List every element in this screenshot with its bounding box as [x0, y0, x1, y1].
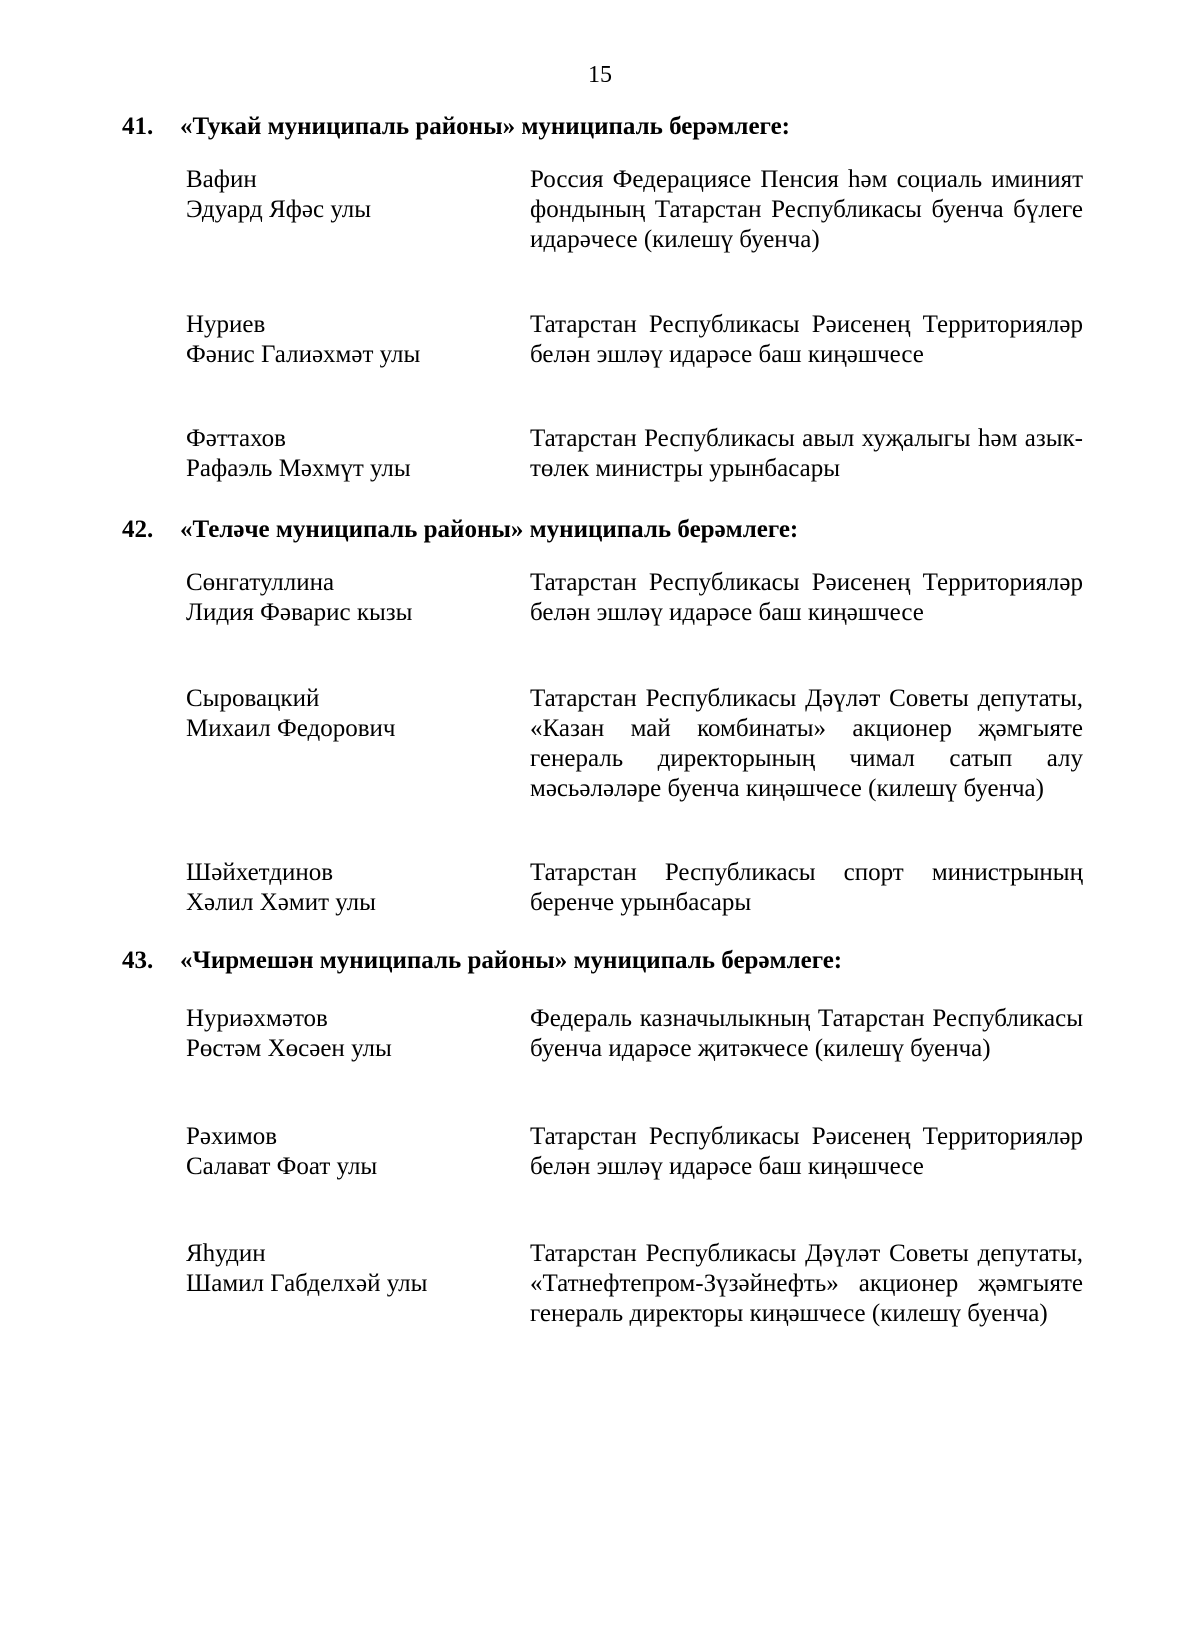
section-number: 43.: [122, 947, 154, 974]
member-name: Нуриев Фәнис Галиәхмәт улы: [186, 311, 421, 368]
member-position: Татарстан Республикасы спорт министрының беренче урынбасары: [530, 859, 1083, 916]
member-name: Фәттахов Рафаэль Мәхмүт улы: [186, 425, 411, 482]
member-position: Татарстан Республикасы Рәисенең Территорияләр белән эшләү идарәсе баш киңәшчесе: [530, 311, 1083, 368]
member-name: Вафин Эдуард Яфәс улы: [186, 166, 371, 223]
member-position: Татарстан Республикасы Рәисенең Территорияләр белән эшләү идарәсе баш киңәшчесе: [530, 569, 1083, 626]
member-name: Рәхимов Салават Фоат улы: [186, 1123, 378, 1180]
section-title: «Чирмешән муниципаль районы» муниципаль берәмлеге:: [180, 947, 843, 974]
page-number: 15: [588, 62, 612, 88]
member-position: Татарстан Республикасы Дәүләт Советы депутаты, «Казан май комбинаты» акционер җәмгыяте генераль директорының чимал сатып алу мәсьәләләре буенча киңәшчесе (килешү буенча): [530, 685, 1083, 802]
member-position: Татарстан Республикасы авыл хуҗалыгы һәм азык-төлек министры урынбасары: [530, 425, 1083, 482]
section-title: «Теләче муниципаль районы» муниципаль берәмлеге:: [180, 516, 799, 543]
section-heading: [122, 515, 1082, 545]
member-name: Нуриәхмәтов Рөстәм Хөсәен улы: [186, 1005, 392, 1062]
member-name: Сыровацкий Михаил Федорович: [186, 685, 396, 742]
member-position: Россия Федерациясе Пенсия һәм социаль иминият фондының Татарстан Республикасы буенча бүлеге идарәчесе (килешү буенча): [530, 166, 1083, 253]
member-position: Татарстан Республикасы Дәүләт Советы депутаты, «Татнефтепром-Зүзәйнефть» акционер җәмгыяте генераль директоры киңәшчесе (килешү буенча): [530, 1240, 1083, 1327]
section-number: 42.: [122, 516, 154, 543]
member-name: Сөнгатуллина Лидия Фәварис кызы: [186, 569, 413, 626]
member-position: Федераль казначылыкның Татарстан Республикасы буенча идарәсе җитәкчесе (килешү буенча): [530, 1005, 1083, 1062]
section-number: 41.: [122, 113, 154, 140]
section-heading: [122, 112, 1082, 142]
member-position: Татарстан Республикасы Рәисенең Территорияләр белән эшләү идарәсе баш киңәшчесе: [530, 1123, 1083, 1180]
member-name: Шәйхетдинов Хәлил Хәмит улы: [186, 859, 376, 916]
section-title: «Тукай муниципаль районы» муниципаль берәмлеге:: [180, 113, 790, 140]
section-heading: [122, 946, 1082, 976]
member-name: Яһудин Шамил Габделхәй улы: [186, 1240, 428, 1297]
